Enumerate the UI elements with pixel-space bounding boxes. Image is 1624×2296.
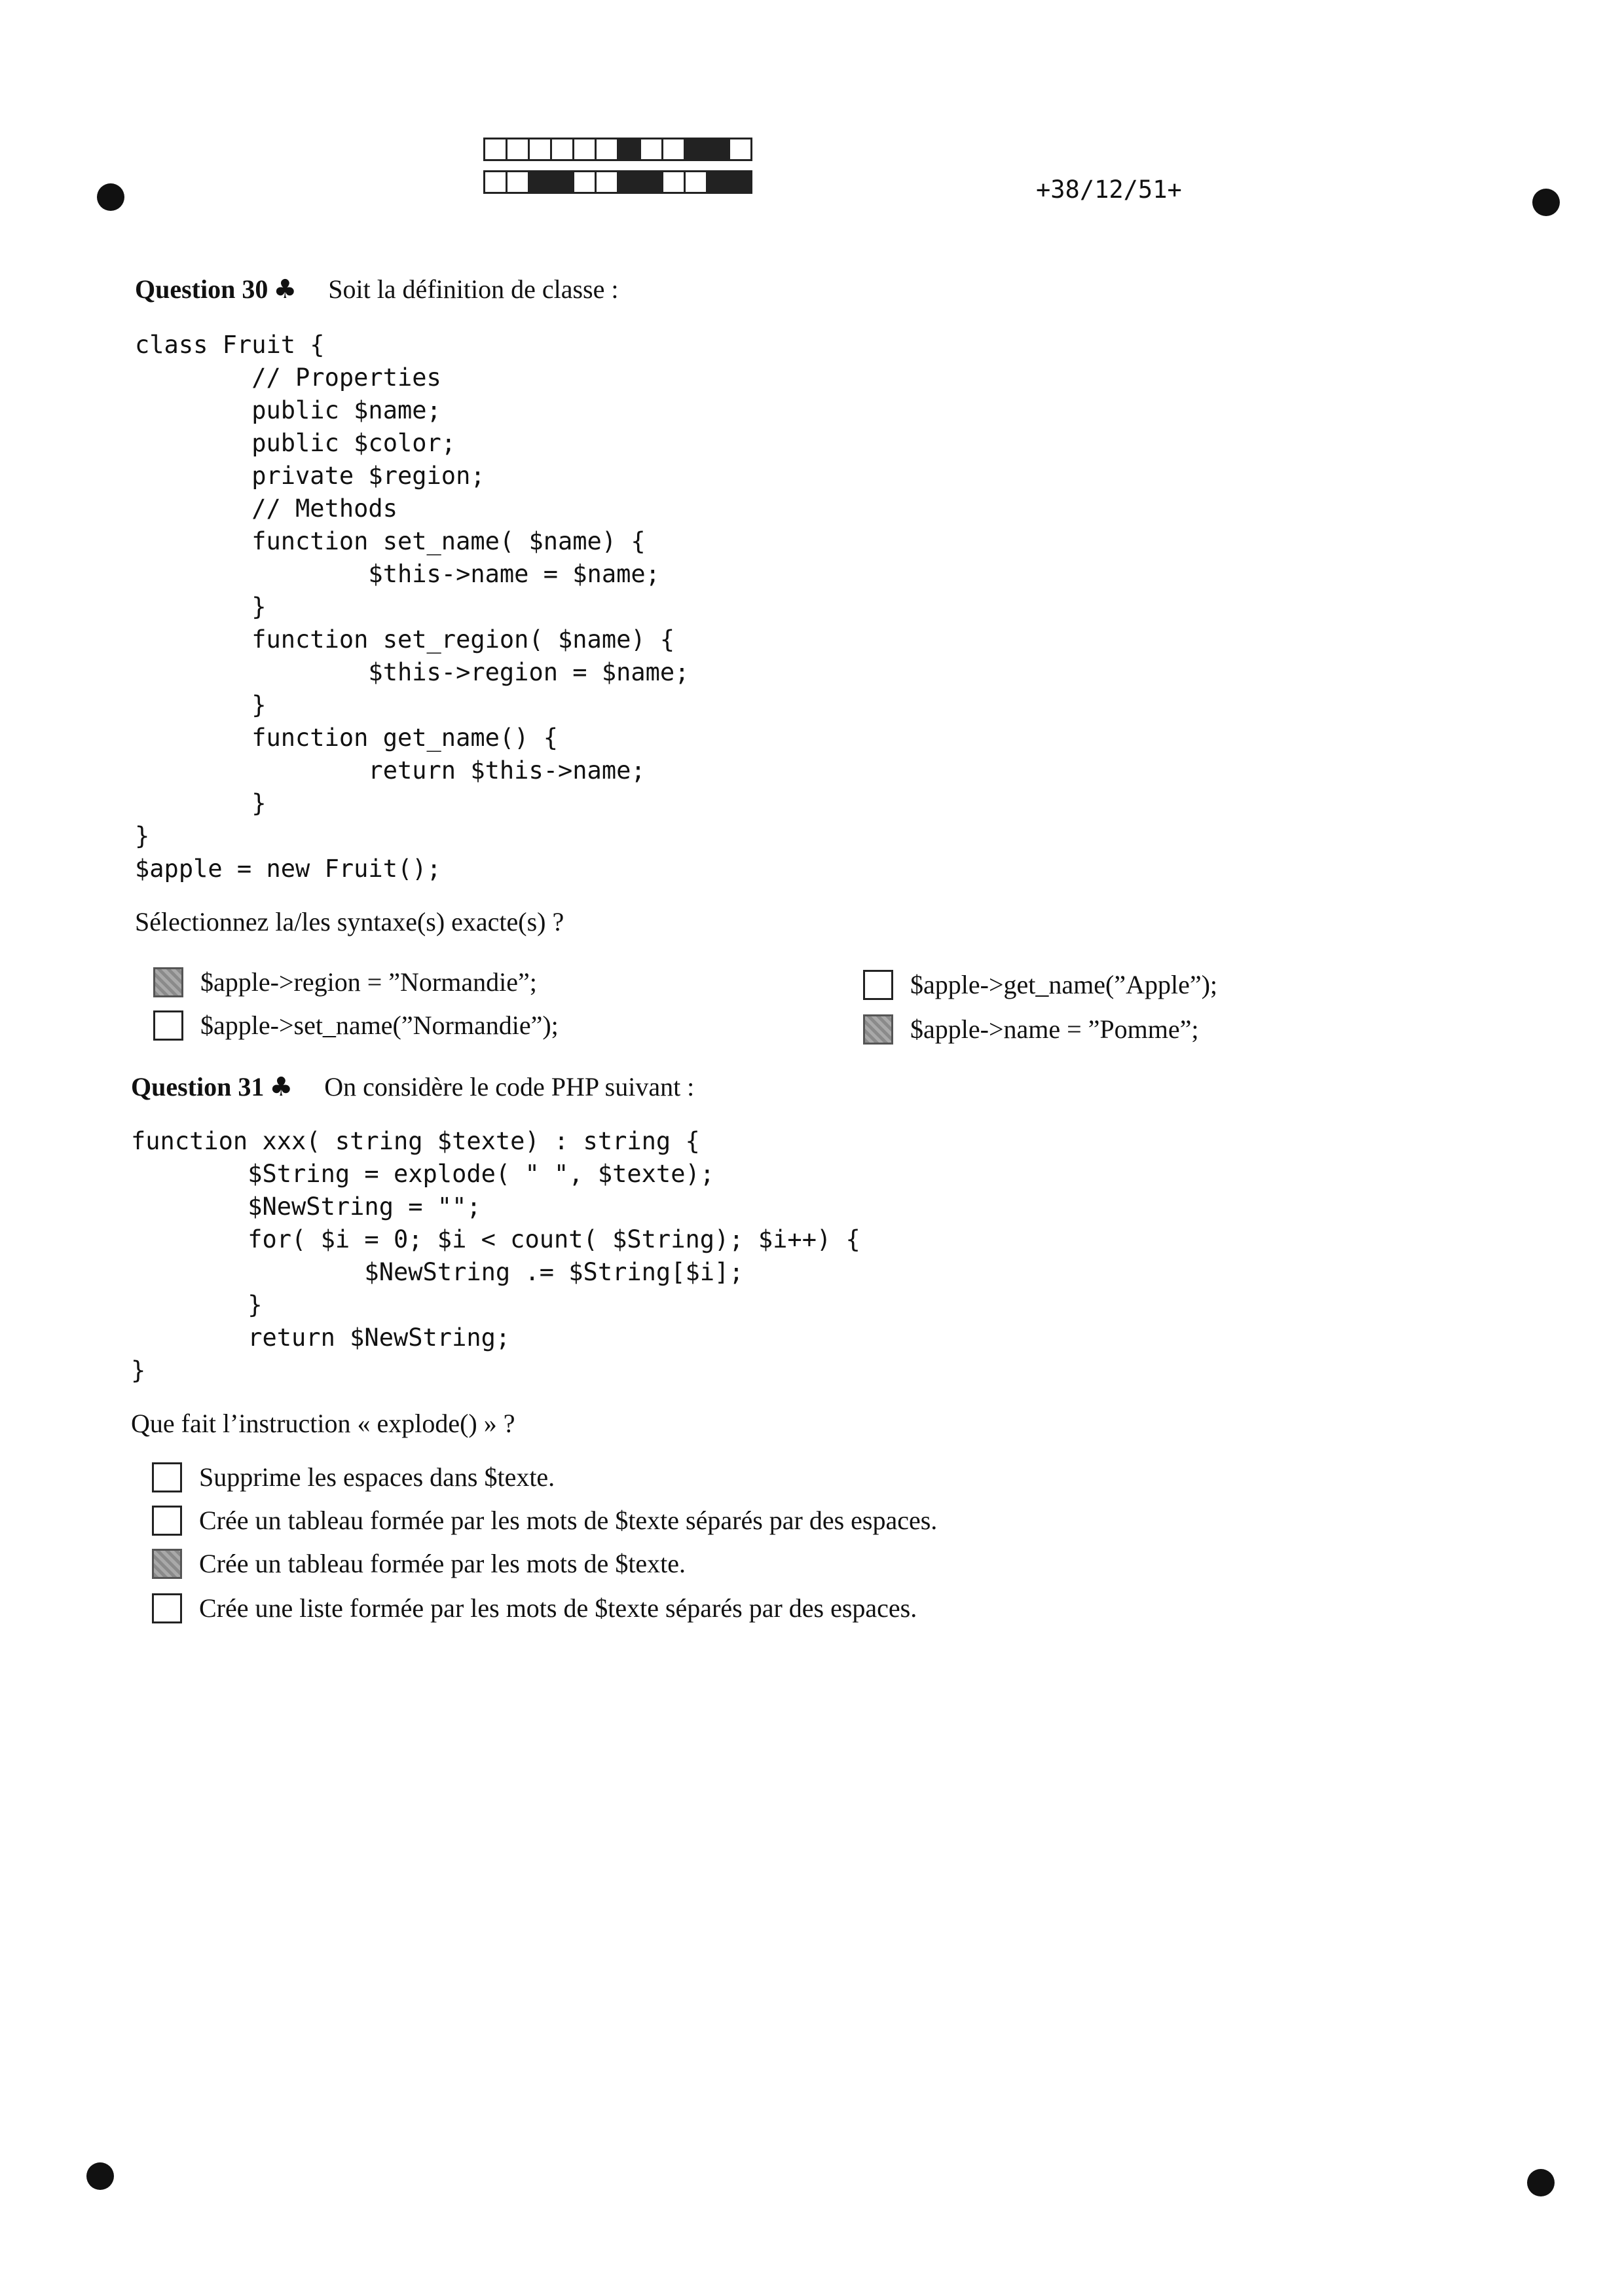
checkbox[interactable] xyxy=(863,1014,893,1045)
barcode-cell xyxy=(572,170,597,194)
barcode-cell xyxy=(528,138,552,161)
q31-option[interactable] xyxy=(152,1548,686,1579)
checkbox[interactable] xyxy=(152,1593,182,1623)
registration-mark-top-left xyxy=(97,183,124,211)
barcode-cell xyxy=(684,138,708,161)
registration-mark-top-right xyxy=(1532,189,1560,216)
barcode-cell xyxy=(728,138,752,161)
question-label: Question 30 xyxy=(135,274,268,304)
option-text: Crée un tableau formée par les mots de $texte. xyxy=(199,1549,686,1578)
option-text: $apple->region = ”Normandie”; xyxy=(200,967,537,997)
barcode-cell xyxy=(706,170,730,194)
barcode-cell xyxy=(728,170,752,194)
q30-option[interactable] xyxy=(863,1014,1199,1045)
barcode-cell xyxy=(617,170,641,194)
option-text: Supprime les espaces dans $texte. xyxy=(199,1462,555,1492)
barcode-cell xyxy=(506,170,530,194)
question-31-heading xyxy=(131,1071,694,1102)
barcode-cell xyxy=(528,170,552,194)
checkbox[interactable] xyxy=(152,1549,182,1579)
checkbox[interactable] xyxy=(152,1462,182,1492)
barcode-cell xyxy=(506,138,530,161)
question-31-prompt: Que fait l’instruction « explode() » ? xyxy=(131,1409,515,1438)
barcode-cell xyxy=(706,138,730,161)
option-text: $apple->set_name(”Normandie”); xyxy=(200,1010,559,1040)
question-30-prompt: Sélectionnez la/les syntaxe(s) exacte(s) ? xyxy=(135,907,564,936)
q31-option[interactable] xyxy=(152,1462,555,1492)
registration-mark-bottom-right xyxy=(1527,2169,1555,2196)
barcode-cell xyxy=(572,138,597,161)
barcode-cell xyxy=(639,138,663,161)
barcode-cell xyxy=(617,138,641,161)
checkbox[interactable] xyxy=(152,1506,182,1536)
club-icon: ♣ xyxy=(273,274,297,305)
q31-option[interactable] xyxy=(152,1505,937,1536)
barcode-cell xyxy=(639,170,663,194)
question-intro: Soit la définition de classe : xyxy=(328,274,619,304)
q30-option[interactable] xyxy=(153,1010,559,1041)
q31-option[interactable] xyxy=(152,1593,917,1623)
barcode-cell xyxy=(661,138,686,161)
page-identifier: +38/12/51+ xyxy=(1036,176,1182,204)
barcode-cell xyxy=(483,138,507,161)
question-31-code: function xxx( string $texte) : string { $String = explode( " ", $texte); $NewString = ""; for( $i = 0; $i < count( $String); $i++) { $NewString .= $String[$i]; } return $NewString; } xyxy=(131,1127,860,1384)
question-30-code: class Fruit { // Properties public $name; public $color; private $region; // Methods function set_name( $name) { $this->name = $name; } function set_region( $name) { $this->region = $name; } function get_name() { return $this->name; } } $apple = new Fruit(); xyxy=(135,331,690,883)
page-barcode-row-2 xyxy=(483,170,750,194)
barcode-cell xyxy=(661,170,686,194)
checkbox[interactable] xyxy=(153,967,183,997)
question-label: Question 31 xyxy=(131,1072,265,1102)
q30-option[interactable] xyxy=(153,967,537,997)
barcode-cell xyxy=(550,170,574,194)
checkbox[interactable] xyxy=(863,970,893,1000)
q30-option[interactable] xyxy=(863,969,1217,1000)
barcode-cell xyxy=(684,170,708,194)
checkbox[interactable] xyxy=(153,1010,183,1041)
barcode-cell xyxy=(483,170,507,194)
option-text: $apple->name = ”Pomme”; xyxy=(910,1014,1199,1044)
registration-mark-bottom-left xyxy=(86,2162,114,2190)
option-text: Crée un tableau formée par les mots de $texte séparés par des espaces. xyxy=(199,1506,938,1535)
barcode-cell xyxy=(595,138,619,161)
question-intro: On considère le code PHP suivant : xyxy=(324,1072,695,1102)
club-icon: ♣ xyxy=(269,1072,293,1102)
option-text: Crée une liste formée par les mots de $texte séparés par des espaces. xyxy=(199,1593,917,1623)
question-30-heading xyxy=(135,274,618,305)
page-barcode-row-1 xyxy=(483,138,750,161)
barcode-cell xyxy=(595,170,619,194)
option-text: $apple->get_name(”Apple”); xyxy=(910,970,1218,999)
barcode-cell xyxy=(550,138,574,161)
